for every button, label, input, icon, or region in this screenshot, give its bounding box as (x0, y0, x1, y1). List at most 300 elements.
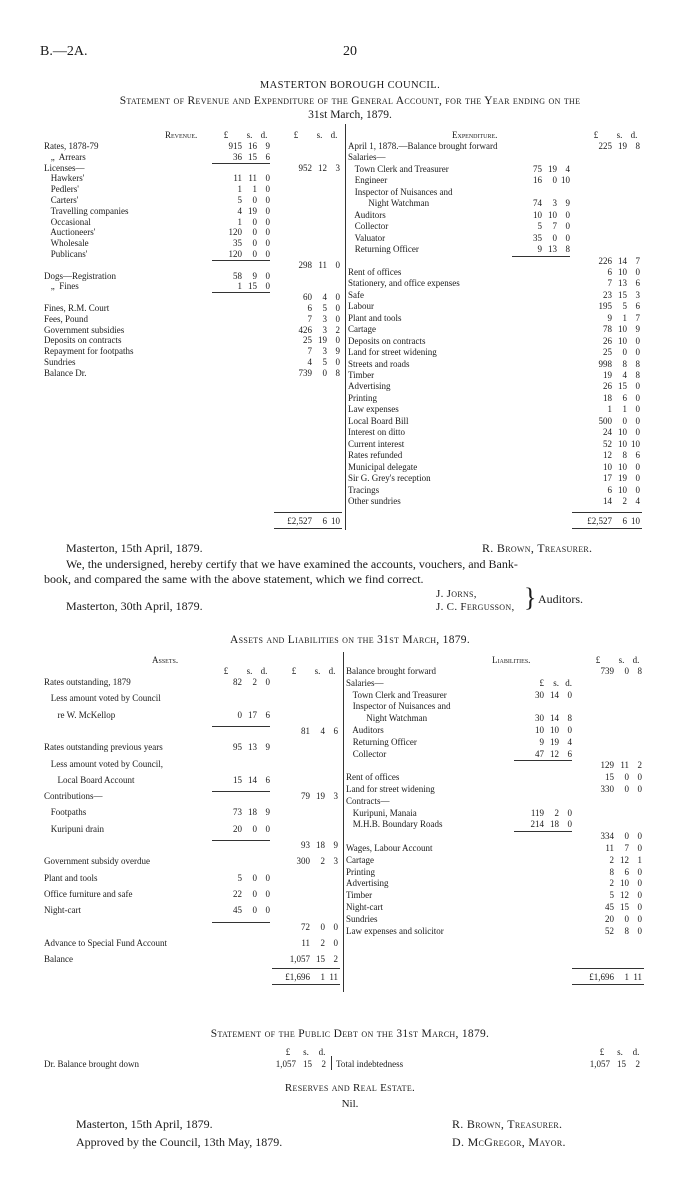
liability-row-outer-shillings: 15 (620, 902, 629, 912)
revenue-row-inner-pence: 0 (265, 270, 270, 281)
expenditure-row-inner-pounds: 74 (533, 198, 542, 209)
expenditure-row-outer-pence: 0 (635, 461, 640, 472)
expenditure-row-outer-pounds: 23 (603, 289, 612, 300)
revenue-outer-head-pound: £ (293, 130, 299, 140)
revenue-row-inner-shillings: 0 (252, 249, 257, 259)
asset-row-outer-pence: 3 (333, 856, 338, 867)
expenditure-row-outer-pence: 6 (635, 278, 640, 289)
expenditure-head-pound: £ (593, 130, 599, 140)
public-debt-title: Statement of the Public Debt on the 31st March, 1879. (210, 1028, 490, 1040)
expenditure-row-outer-pence: 7 (635, 312, 640, 323)
asset-row-inner-pounds: 82 (233, 677, 242, 687)
reserves-title: Reserves and Real Estate. (284, 1082, 416, 1094)
asset-row-inner-shillings: 0 (252, 888, 257, 899)
liability-row-outer-pounds: 129 (600, 760, 614, 771)
expenditure-row-label: Other sundries (348, 495, 401, 506)
revenue-row-label: Publicans' (44, 249, 88, 259)
liability-row-inner-shillings: 14 (550, 689, 559, 700)
expenditure-row-outer-shillings: 10 (618, 335, 627, 346)
asset-row-label: Kuripuni drain (44, 823, 104, 834)
asset-row-inner-pence: 9 (265, 807, 270, 818)
liability-row-label: Sundries (346, 913, 378, 924)
expenditure-row-outer-shillings: 13 (618, 278, 627, 289)
asset-row-outer-pounds: 93 (301, 840, 310, 850)
asset-row-subtotal-rule (212, 840, 270, 841)
expenditure-row-outer-pence: 7 (635, 255, 640, 266)
asset-row-label: Advance to Special Fund Account (44, 937, 167, 948)
revenue-row-outer-pounds: 952 (298, 162, 312, 173)
asset-row-outer-shillings: 2 (320, 937, 325, 948)
expenditure-row-inner-shillings: 10 (548, 209, 557, 220)
expenditure-row-outer-shillings: 8 (622, 450, 627, 461)
revenue-row-inner-shillings: 15 (248, 151, 257, 162)
revenue-row-inner-pence: 0 (265, 184, 270, 195)
expenditure-row-label: Safe (348, 289, 364, 300)
assets-inner-head-shilling: s. (246, 666, 253, 676)
expenditure-row-inner-pounds: 16 (533, 175, 542, 186)
debt-pence-header-right: d. (632, 1047, 640, 1057)
asset-row-label: Rates outstanding, 1879 (44, 677, 131, 687)
liability-row-outer-pence: 0 (637, 890, 642, 901)
debt-shilling-header: s. (303, 1047, 309, 1057)
revenue-row-outer-pence: 3 (335, 162, 340, 173)
expenditure-row-label: Labour (348, 301, 374, 312)
revenue-row-inner-pounds: 58 (233, 270, 242, 281)
liability-row-outer-pounds: 739 (600, 666, 614, 676)
expenditure-row-inner-pounds: 75 (533, 163, 542, 174)
auditor-name-2: J. C. Fergusson, (436, 601, 515, 613)
expenditure-row-outer-pounds: 25 (603, 347, 612, 358)
expenditure-row-outer-pence: 0 (635, 335, 640, 346)
expenditure-row-outer-shillings: 8 (622, 358, 627, 369)
revenue-row-outer-pence: 0 (335, 313, 340, 324)
expenditure-row-label: Local Board Bill (348, 415, 409, 426)
expenditure-row-inner-pence: 8 (565, 244, 570, 255)
expenditure-row-outer-pounds: 14 (603, 495, 612, 506)
expenditure-row-outer-shillings: 19 (618, 141, 627, 151)
liability-row-outer-shillings: 0 (624, 666, 629, 676)
expenditure-total-pounds: £2,527 (587, 516, 612, 526)
liability-row-label: Town Clerk and Treasurer (346, 689, 447, 700)
expenditure-row-label: Rent of offices (348, 266, 402, 277)
debt-right-pounds: 1,057 (589, 1059, 610, 1069)
liability-row-outer-pounds: 2 (609, 878, 614, 889)
liability-row-outer-shillings: 0 (624, 831, 629, 842)
expenditure-row-outer-shillings: 5 (622, 301, 627, 312)
revenue-row-outer-pounds: 60 (303, 292, 312, 303)
liability-row-inner-pounds: £ (539, 677, 544, 688)
asset-row-inner-pence: 0 (265, 823, 270, 834)
revenue-heading: Revenue. (165, 130, 198, 140)
liabilities-total-shillings: 1 (624, 972, 629, 982)
asset-row-outer-shillings: 15 (316, 954, 325, 965)
expenditure-row-outer-shillings: 0 (622, 347, 627, 358)
liabilities-total-pounds: £1,696 (589, 972, 614, 982)
revenue-row-label: Wholesale (44, 238, 89, 249)
revenue-row-label: Licenses— (44, 162, 85, 173)
expenditure-row-inner-pence: 4 (565, 163, 570, 174)
revenue-outer-head-shilling: s. (316, 130, 323, 140)
liability-row-label: Collector (346, 748, 387, 759)
expenditure-row-outer-pence: 0 (635, 427, 640, 438)
asset-row-outer-pounds: 72 (301, 921, 310, 932)
liability-row-inner-pence: 8 (567, 713, 572, 724)
expenditure-row-inner-pounds: 5 (537, 221, 542, 232)
expenditure-row-label: Advertising (348, 381, 391, 392)
revenue-row-outer-shillings: 3 (322, 313, 327, 324)
expenditure-row-label: Cartage (348, 324, 376, 335)
expenditure-row-outer-pounds: 12 (603, 450, 612, 461)
assets-heading: Assets. (152, 655, 179, 665)
revenue-row-label: Dogs—Registration (44, 270, 116, 281)
expenditure-total-double-rule (572, 528, 642, 529)
revenue-row-inner-pounds: 4 (237, 205, 242, 216)
revenue-row-label: Government subsidies (44, 324, 125, 335)
revenue-total-pounds: £2,527 (287, 516, 312, 526)
liability-row-outer-pence: 0 (637, 772, 642, 783)
liability-row-outer-pounds: 11 (605, 843, 614, 853)
auditor-name-1: J. Jorns, (436, 588, 477, 600)
liability-row-outer-pence: 2 (637, 760, 642, 771)
liabilities-head-pound: £ (595, 655, 601, 665)
expenditure-row-outer-shillings: 1 (622, 404, 627, 415)
revenue-row-label: Auctioneers' (44, 227, 96, 238)
expenditure-row-outer-pence: 4 (635, 495, 640, 506)
revenue-row-outer-shillings: 5 (322, 303, 327, 313)
liability-row-label: Rent of offices (346, 772, 400, 783)
asset-row-inner-shillings: 13 (248, 742, 257, 753)
revenue-row-inner-shillings: 0 (252, 195, 257, 205)
expenditure-row-outer-shillings: 0 (622, 415, 627, 426)
revenue-head-pence: d. (260, 130, 268, 140)
expenditure-row-outer-pounds: 226 (598, 255, 612, 266)
asset-row-inner-shillings: 0 (252, 823, 257, 834)
asset-row-label: Office furniture and safe (44, 888, 133, 899)
revenue-row-outer-pounds: 426 (298, 324, 312, 335)
liability-row-outer-pounds: 5 (609, 890, 614, 901)
asset-row-subtotal-rule (212, 726, 270, 727)
asset-row-outer-shillings: 18 (316, 840, 325, 850)
assets-total-pence: 11 (329, 972, 338, 982)
debt-shilling-header-right: s. (617, 1047, 623, 1057)
liability-row-label: Contracts— (346, 795, 390, 806)
asset-row-inner-pence: 0 (265, 905, 270, 916)
expenditure-row-label: Inspector of Nuisances and (348, 186, 453, 197)
revenue-row-inner-shillings: 11 (248, 173, 257, 184)
expenditure-row-inner-pence: 0 (565, 232, 570, 243)
expenditure-row-label: Municipal delegate (348, 461, 418, 472)
liability-row-outer-shillings: 0 (624, 772, 629, 783)
expenditure-row-label: Land for street widening (348, 347, 437, 358)
expenditure-row-outer-pence: 9 (635, 324, 640, 335)
revenue-row-outer-pounds: 7 (307, 313, 312, 324)
liability-row-outer-shillings: 0 (624, 913, 629, 924)
expenditure-row-outer-pence: 0 (635, 404, 640, 415)
expenditure-row-label: Rates refunded (348, 450, 403, 461)
liability-row-outer-shillings: 12 (620, 854, 629, 865)
revenue-row-inner-pence: 9 (265, 141, 270, 151)
liability-row-label: M.H.B. Boundary Roads (346, 819, 443, 830)
liability-row-inner-pounds: 30 (535, 713, 544, 724)
liability-row-label: Night-cart (346, 902, 383, 912)
revenue-row-inner-pence: 0 (265, 238, 270, 249)
liability-row-inner-pence: 4 (567, 736, 572, 747)
revenue-row-label: Rates, 1878-79 (44, 141, 99, 151)
revenue-row-label: Occasional (44, 216, 91, 227)
debt-right-pence: 2 (635, 1059, 640, 1069)
expenditure-row-outer-pence: 3 (635, 289, 640, 300)
asset-row-outer-pounds: 81 (301, 725, 310, 736)
revenue-row-label: Sundries (44, 357, 76, 367)
expenditure-row-inner-pence: 9 (565, 198, 570, 209)
assets-outer-head-pence: d. (328, 666, 336, 676)
asset-row-label: Balance (44, 954, 73, 965)
revenue-row-inner-pence: 0 (265, 216, 270, 227)
asset-row-outer-shillings: 0 (320, 921, 325, 932)
revenue-row-outer-pounds: 6 (307, 303, 312, 313)
treasurer-signature: R. Brown, Treasurer. (482, 541, 593, 555)
liability-row-inner-pence: 0 (567, 725, 572, 735)
expenditure-row-inner-pounds: 35 (533, 232, 542, 243)
liability-row-outer-pounds: 15 (605, 772, 614, 783)
liabilities-total-rule (572, 968, 644, 969)
liabilities-head-pence: d. (632, 655, 640, 665)
liability-row-outer-pounds: 20 (605, 913, 614, 924)
expenditure-row-label: Timber (348, 370, 375, 380)
liability-row-outer-pence: 0 (637, 831, 642, 842)
liability-row-outer-pence: 0 (637, 843, 642, 853)
liabilities-total-pence: 11 (633, 972, 642, 982)
liability-row-outer-pounds: 334 (600, 831, 614, 842)
expenditure-row-outer-shillings: 2 (622, 495, 627, 506)
column-divider (345, 124, 346, 530)
revenue-row-inner-pounds: 120 (228, 227, 242, 238)
final-place-date: Masterton, 15th April, 1879. (76, 1117, 213, 1131)
expenditure-row-outer-shillings: 10 (618, 484, 627, 495)
liability-row-label: Inspector of Nuisances and (346, 701, 451, 712)
revenue-row-outer-pence: 8 (335, 367, 340, 378)
liability-row-inner-pence: d. (565, 677, 572, 688)
revenue-row-inner-pounds: 915 (228, 141, 242, 151)
revenue-row-inner-shillings: 19 (248, 205, 257, 216)
debt-left-pence: 2 (321, 1059, 326, 1069)
expenditure-total-pence: 10 (631, 516, 640, 526)
revenue-row-outer-shillings: 4 (322, 292, 327, 303)
revenue-row-outer-pence: 9 (335, 346, 340, 357)
asset-row-inner-shillings: 17 (248, 709, 257, 720)
asset-row-inner-pounds: 45 (233, 905, 242, 916)
revenue-row-inner-shillings: 9 (252, 270, 257, 281)
liability-row-inner-shillings: 10 (550, 725, 559, 735)
revenue-row-label: Hawkers' (44, 173, 85, 184)
liability-row-outer-pence: 0 (637, 925, 642, 936)
treasurer-place-date: Masterton, 15th April, 1879. (66, 541, 203, 555)
liability-row-outer-pence: 8 (637, 666, 642, 676)
revenue-row-outer-pence: 2 (335, 324, 340, 335)
revenue-row-label: „ Arrears (44, 151, 86, 162)
asset-row-outer-pounds: 1,057 (289, 954, 310, 965)
expenditure-row-inner-pence: 0 (565, 209, 570, 220)
asset-row-inner-pence: 0 (265, 888, 270, 899)
auditors-brace: } (524, 583, 537, 612)
asset-row-inner-pounds: 73 (233, 807, 242, 818)
expenditure-row-outer-pounds: 998 (598, 358, 612, 369)
liability-row-inner-shillings: 14 (550, 713, 559, 724)
asset-row-inner-shillings: 0 (252, 905, 257, 916)
revenue-total-pence: 10 (331, 516, 340, 526)
liability-row-outer-pence: 0 (637, 913, 642, 924)
expenditure-row-outer-shillings: 1 (622, 312, 627, 323)
expenditure-row-outer-pounds: 24 (603, 427, 612, 438)
asset-row-inner-shillings: 2 (252, 677, 257, 687)
expenditure-row-outer-pence: 0 (635, 473, 640, 484)
expenditure-row-outer-pounds: 500 (598, 415, 612, 426)
revenue-total-double-rule (274, 528, 342, 529)
revenue-outer-head-pence: d. (330, 130, 338, 140)
liability-row-outer-pence: 0 (637, 878, 642, 889)
expenditure-row-outer-pence: 8 (635, 358, 640, 369)
asset-row-outer-shillings: 4 (320, 725, 325, 736)
asset-row-outer-pence: 6 (333, 725, 338, 736)
asset-row-outer-pounds: 11 (301, 937, 310, 948)
liability-row-inner-pence: 6 (567, 748, 572, 759)
expenditure-row-outer-pounds: 9 (607, 312, 612, 323)
revenue-row-outer-pence: 0 (335, 335, 340, 346)
expenditure-row-inner-shillings: 19 (548, 163, 557, 174)
asset-row-inner-shillings: 18 (248, 807, 257, 818)
debt-divider (331, 1056, 332, 1070)
liabilities-heading: Liabilities. (492, 655, 531, 665)
assets-total-pounds: £1,696 (285, 972, 310, 982)
revenue-row-outer-pounds: 739 (298, 367, 312, 378)
liability-row-outer-pence: 0 (637, 866, 642, 877)
expenditure-row-outer-shillings: 14 (618, 255, 627, 266)
liability-row-inner-pence: 0 (567, 807, 572, 818)
asset-row-outer-pence: 0 (333, 921, 338, 932)
liabilities-head-shilling: s. (618, 655, 625, 665)
expenditure-row-subtotal-rule (512, 256, 570, 257)
assets-total-rule (272, 968, 340, 969)
expenditure-total-rule (572, 512, 642, 513)
revenue-row-inner-shillings: 0 (252, 216, 257, 227)
revenue-row-inner-pence: 0 (265, 227, 270, 238)
revenue-row-outer-pounds: 25 (303, 335, 312, 346)
liability-row-outer-shillings: 11 (620, 760, 629, 771)
revenue-row-inner-shillings: 16 (248, 141, 257, 151)
asset-row-inner-pounds: 20 (233, 823, 242, 834)
revenue-row-label: „ Fines (44, 281, 79, 292)
asset-row-label: Local Board Account (44, 774, 135, 785)
revenue-row-subtotal-rule (212, 163, 270, 164)
liability-row-inner-pounds: 10 (535, 725, 544, 735)
expenditure-row-outer-pounds: 19 (603, 370, 612, 380)
asset-row-inner-pounds: 95 (233, 742, 242, 753)
expenditure-row-outer-pounds: 7 (607, 278, 612, 289)
liability-row-label: Law expenses and solicitor (346, 925, 444, 936)
asset-row-inner-pounds: 22 (233, 888, 242, 899)
liability-row-label: Land for street widening (346, 784, 435, 794)
expenditure-row-label: Valuator (348, 232, 386, 243)
asset-row-outer-pounds: 300 (296, 856, 310, 867)
asset-row-label: re W. McKellop (44, 709, 116, 720)
asset-row-subtotal-rule (212, 922, 270, 923)
liability-row-outer-pounds: 45 (605, 902, 614, 912)
expenditure-row-outer-shillings: 10 (618, 461, 627, 472)
liability-row-outer-pence: 1 (637, 854, 642, 865)
expenditure-row-outer-pence: 0 (635, 392, 640, 403)
revenue-row-subtotal-rule (212, 292, 270, 293)
liability-row-label: Printing (346, 866, 376, 877)
asset-row-inner-pence: 6 (265, 709, 270, 720)
asset-row-label: Contributions— (44, 791, 103, 802)
expenditure-row-label: Interest on ditto (348, 427, 405, 438)
council-approval: Approved by the Council, 13th May, 1879. (76, 1135, 283, 1149)
revenue-row-inner-pence: 0 (265, 281, 270, 292)
expenditure-row-outer-pounds: 18 (603, 392, 612, 403)
revenue-row-outer-pounds: 298 (298, 259, 312, 270)
expenditure-row-label: Night Watchman (348, 198, 430, 209)
expenditure-row-outer-pence: 8 (635, 370, 640, 380)
revenue-row-inner-pounds: 35 (233, 238, 242, 249)
revenue-row-inner-pounds: 1 (237, 216, 242, 227)
expenditure-row-outer-shillings: 15 (618, 381, 627, 392)
liability-row-outer-shillings: 8 (624, 925, 629, 936)
asset-row-inner-pence: 9 (265, 742, 270, 753)
liability-row-inner-pounds: 9 (539, 736, 544, 747)
assets-total-shillings: 1 (320, 972, 325, 982)
revenue-row-label: Balance Dr. (44, 367, 87, 378)
revenue-row-inner-shillings: 0 (252, 238, 257, 249)
expenditure-row-outer-shillings: 15 (618, 289, 627, 300)
expenditure-row-label: Plant and tools (348, 312, 402, 323)
revenue-row-outer-pence: 0 (335, 357, 340, 367)
revenue-row-inner-pence: 0 (265, 205, 270, 216)
assets-inner-head-pence: d. (260, 666, 268, 676)
expenditure-row-outer-pounds: 6 (607, 484, 612, 495)
revenue-row-outer-shillings: 11 (318, 259, 327, 270)
expenditure-row-outer-pence: 0 (635, 381, 640, 392)
liability-row-label: Timber (346, 890, 373, 901)
debt-right-label: Total indebtedness (336, 1059, 404, 1069)
expenditure-row-outer-pounds: 17 (603, 473, 612, 484)
expenditure-row-outer-pence: 10 (631, 438, 640, 449)
revenue-row-outer-shillings: 3 (322, 346, 327, 357)
expenditure-row-inner-pence: 10 (561, 175, 570, 186)
expenditure-row-label: Current interest (348, 438, 405, 449)
expenditure-head-pence: d. (630, 130, 638, 140)
expenditure-row-outer-pounds: 26 (603, 335, 612, 346)
revenue-row-label: Travelling companies (44, 205, 129, 216)
liability-row-outer-shillings: 7 (624, 843, 629, 853)
revenue-statement-title: Statement of Revenue and Expenditure of the General Account, for the Year ending on the (119, 95, 581, 107)
asset-row-label: Plant and tools (44, 872, 98, 883)
audit-place-date: Masterton, 30th April, 1879. (66, 599, 203, 613)
revenue-statement-date: 31st March, 1879. (308, 109, 392, 121)
liability-row-outer-pence: 0 (637, 902, 642, 912)
revenue-row-inner-pence: 0 (265, 249, 270, 259)
revenue-head-shilling: s. (246, 130, 253, 140)
expenditure-row-inner-shillings: 7 (552, 221, 557, 232)
page-number: 20 (343, 44, 357, 59)
revenue-row-outer-pence: 0 (335, 303, 340, 313)
assets-outer-head-pound: £ (291, 666, 297, 676)
liability-row-outer-pounds: 330 (600, 784, 614, 794)
council-name: MASTERTON BOROUGH COUNCIL. (259, 80, 441, 91)
liability-row-label: Cartage (346, 854, 374, 865)
expenditure-row-label: Law expenses (348, 404, 399, 415)
asset-row-outer-pence: 3 (333, 791, 338, 802)
asset-row-outer-pence: 9 (333, 840, 338, 850)
